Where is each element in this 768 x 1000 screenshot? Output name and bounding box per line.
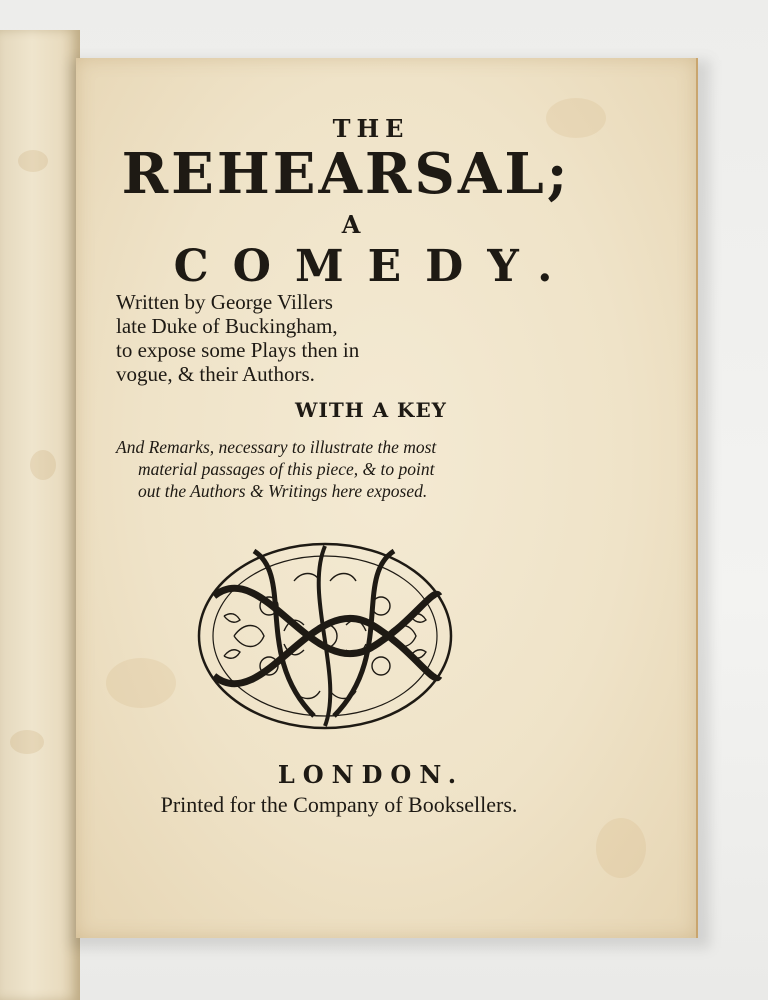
authorship-line: late Duke of Buckingham, [116, 314, 338, 338]
imprint-line: Printed for the Company of Booksellers. [160, 792, 518, 817]
imprint-city: LONDON. [277, 760, 465, 789]
authorship-line: to expose some Plays then in [116, 338, 360, 362]
title-page [76, 58, 698, 938]
subtitle-comedy: COMEDY. [173, 241, 577, 292]
authorship-line: vogue, & their Authors. [116, 362, 315, 386]
floral-knot-ornament-icon [194, 536, 456, 736]
authorship-statement [116, 290, 576, 386]
remarks-statement [116, 436, 566, 502]
left-page-edge [0, 30, 80, 1000]
title-a: A [341, 210, 365, 239]
authorship-line: Written by George Villers [116, 290, 333, 314]
remarks-line: out the Authors & Writings here exposed. [138, 481, 428, 501]
remarks-line: And Remarks, necessary to illustrate the most [116, 437, 437, 457]
with-a-key-heading: WITH A KEY [295, 398, 447, 422]
title-the: THE [332, 114, 410, 143]
remarks-line: material passages of this piece, & to point [138, 459, 435, 479]
main-title: REHEARSAL; [121, 141, 571, 207]
